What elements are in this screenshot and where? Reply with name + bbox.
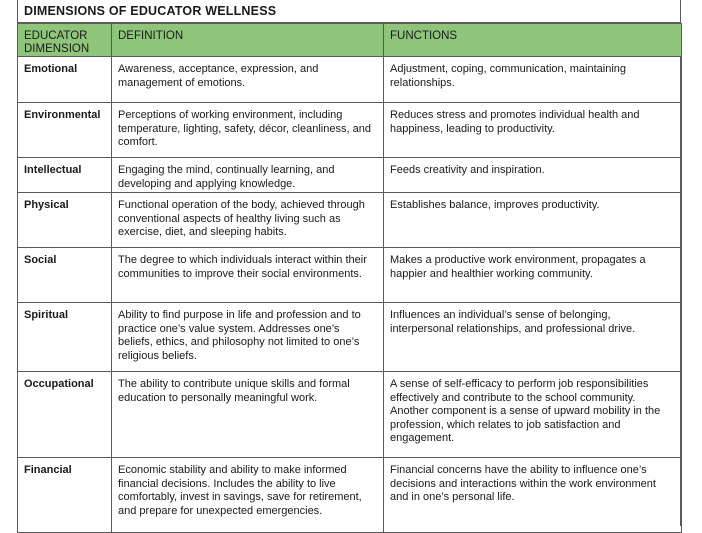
table-title: DIMENSIONS OF EDUCATOR WELLNESS (18, 0, 680, 23)
table-row (18, 193, 682, 248)
dimension-cell: Spiritual (18, 303, 112, 372)
dimension-cell: Financial (18, 458, 112, 533)
dimension-cell: Physical (18, 193, 112, 248)
table-row (18, 458, 682, 533)
functions-cell: Makes a productive work environment, propagates a happier and healthier working community. (384, 248, 682, 303)
dimension-cell: Emotional (18, 57, 112, 103)
definition-cell: Engaging the mind, continually learning, and developing and applying knowledge. (112, 158, 384, 193)
dimension-cell: Social (18, 248, 112, 303)
table-row (18, 303, 682, 372)
functions-cell: Reduces stress and promotes individual health and happiness, leading to productivity. (384, 103, 682, 158)
functions-cell: Financial concerns have the ability to influence one’s decisions and interactions within the work environment and in one’s personal life. (384, 458, 682, 533)
functions-cell: Influences an individual’s sense of belonging, interpersonal relationships, and professional drive. (384, 303, 682, 372)
functions-cell: Feeds creativity and inspiration. (384, 158, 682, 193)
functions-cell: Adjustment, coping, communication, maintaining relationships. (384, 57, 682, 103)
definition-cell: Economic stability and ability to make informed financial decisions. Includes the ability to live comfortably, invest in savings, save for retirement, and prepare for unexpected emergencies. (112, 458, 384, 533)
table-row (18, 248, 682, 303)
header-dimension (18, 24, 112, 57)
definition-cell: The ability to contribute unique skills and formal education to personally meaningful work. (112, 372, 384, 458)
header-dimension-line1: EDUCATOR (24, 30, 88, 42)
wellness-table-panel (17, 0, 681, 526)
definition-cell: Functional operation of the body, achieved through conventional aspects of healthy living such as exercise, diet, and sleeping habits. (112, 193, 384, 248)
table-row (18, 57, 682, 103)
header-dimension-line2: DIMENSION (24, 43, 90, 55)
functions-cell: A sense of self-efficacy to perform job responsibilities effectively and contribute to the school community. Another component is a sense of upward mobility in the profession, which relates to job satisfaction and engagement. (384, 372, 682, 458)
dimension-cell: Intellectual (18, 158, 112, 193)
table-row (18, 158, 682, 193)
table-row (18, 103, 682, 158)
dimension-cell: Environmental (18, 103, 112, 158)
header-definition: DEFINITION (112, 24, 384, 57)
definition-cell: Awareness, acceptance, expression, and management of emotions. (112, 57, 384, 103)
definition-cell: The degree to which individuals interact within their communities to improve their social environments. (112, 248, 384, 303)
table-row (18, 372, 682, 458)
header-row (18, 24, 682, 57)
header-functions: FUNCTIONS (384, 24, 682, 57)
dimension-cell: Occupational (18, 372, 112, 458)
definition-cell: Ability to find purpose in life and profession and to practice one’s value system. Addresses one’s beliefs, ethics, and philosophy not limited to one’s religious beliefs. (112, 303, 384, 372)
wellness-table (17, 23, 682, 533)
functions-cell: Establishes balance, improves productivity. (384, 193, 682, 248)
definition-cell: Perceptions of working environment, including temperature, lighting, safety, décor, cleanliness, and comfort. (112, 103, 384, 158)
